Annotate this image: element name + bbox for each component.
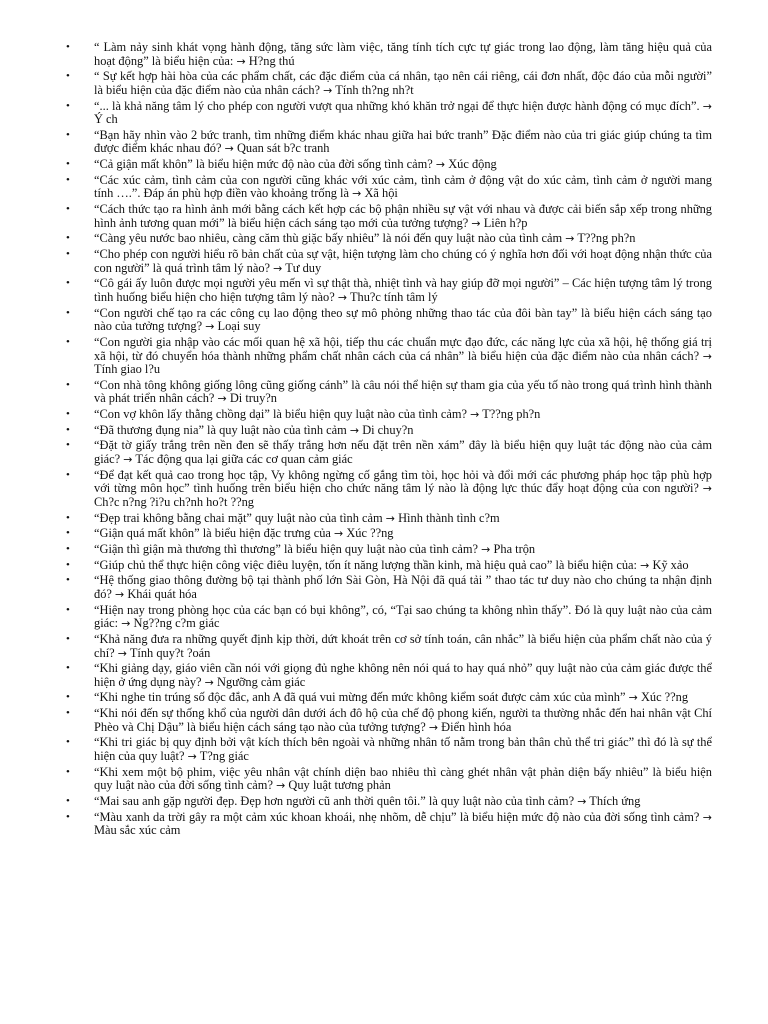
bullet-icon: • (66, 128, 70, 141)
answer-text: Kỹ xảo (652, 557, 689, 572)
answer-text: Thu?c tính tâm lý (349, 289, 438, 304)
arrow-right-icon: → (640, 558, 650, 572)
answer-text: Tính th?ng nh?t (335, 82, 414, 97)
answer-text: Liên h?p (483, 215, 528, 230)
list-item (66, 764, 712, 793)
arrow-right-icon: → (121, 617, 131, 631)
bullet-icon: • (66, 277, 70, 290)
list-item (66, 377, 712, 406)
question-text: “ Làm nảy sinh khát vọng hành động, tăng sức làm việc, tăng tính tích cực tự giác trong lao động, làm tăng hiệu quả của hoạt động” là biểu hiện của: (94, 40, 712, 68)
bullet-icon: • (66, 736, 70, 749)
question-text: “Bạn hãy nhìn vào 2 bức tranh, tìm những điểm khác nhau giữa hai bức tranh” Đặc điểm nào của tri giác giúp chúng ta tìm được điểm khác nhau đó? (94, 127, 712, 156)
question-text: “Hiện nay trong phòng học của các bạn có bụi không”, có, “Tại sao chúng ta không nhìn thấy”. Đó là quy luật nào của cảm giác: (94, 602, 712, 631)
arrow-right-icon: → (276, 779, 286, 793)
answer-text: Ý ch (94, 112, 118, 127)
answer-text: Di chuy?n (362, 422, 414, 437)
list-item (66, 438, 712, 467)
bullet-icon: • (66, 173, 70, 186)
bullet-icon: • (66, 810, 70, 823)
question-text: “Con người gia nhập vào các mối quan hệ xã hội, tiếp thu các chuẩn mực đạo đức, các năng lực của xã hội, hệ thống giá trị xã hội, từ đó chuyển hóa thành những phẩm chất nhân cách của cá nhân” là biểu hiện của đặc điểm nào của nhân cách? (94, 334, 712, 363)
bullet-icon: • (66, 662, 70, 675)
answer-text: Màu sắc xúc cảm (94, 823, 181, 838)
answer-text: Tư duy (285, 260, 322, 275)
list-item (66, 467, 712, 510)
bullet-icon: • (66, 795, 70, 807)
question-text: “Đã thương đụng nia” là quy luật nào của tình cảm (94, 422, 347, 437)
arrow-right-icon: → (323, 83, 333, 97)
question-text: “Để đạt kết quả cao trong học tập, Vy không ngừng cố gắng tìm tòi, học hỏi và đổi mới các phương pháp học tập phù hợp với từng môn học” tình huống trên biểu hiện cho chức năng tâm lý nào là động lực thúc đẩy hoạt động của con người? (94, 467, 712, 496)
list-item (66, 276, 712, 304)
answer-text: Ch?c n?ng ?i?u ch?nh ho?t ??ng (94, 494, 254, 509)
list-item (66, 407, 712, 422)
list-item (66, 231, 712, 246)
answer-text: Điển hình hóa (441, 719, 512, 734)
arrow-right-icon: → (217, 392, 227, 406)
answer-text: H?ng thú (248, 53, 295, 68)
arrow-right-icon: → (352, 187, 362, 201)
question-text: “Cho phép con người hiểu rõ bản chất của sự vật, hiện tượng làm cho chúng có ý nghĩa hơn đối với hoạt động nhận thức của con người” là quá trình tâm lý nào? (94, 247, 712, 275)
list-item (66, 706, 712, 734)
arrow-right-icon: → (337, 290, 348, 304)
answer-text: Tính quy?t ?oán (129, 645, 211, 660)
question-text: “Cả giận mất khôn” là biểu hiện mức độ nào của đời sống tình cảm? (94, 157, 433, 172)
question-text: “ Sự kết hợp hài hòa của các phẩm chất, các đặc điểm của cá nhân, tạo nên cái riêng, cái đơn nhất, độc đáo của mỗi người” là biểu hiện của đặc điểm nào của nhân cách? (94, 69, 712, 97)
question-text: “Mai sau anh gặp người đẹp. Đẹp hơn người cũ anh thời quên tôi.” là quy luật nào của tình cảm? (94, 794, 575, 808)
bullet-icon: • (66, 203, 70, 216)
arrow-right-icon: → (428, 720, 439, 734)
arrow-right-icon: → (628, 691, 638, 705)
list-item (66, 809, 712, 838)
bullet-icon: • (66, 511, 70, 524)
list-item (66, 334, 712, 377)
bullet-icon: • (66, 232, 70, 245)
question-text: “Khả năng đưa ra những quyết định kịp thời, dứt khoát trên cơ sở tính toán, cân nhắc” là biểu hiện của phẩm chất nào của ý chí? (94, 631, 712, 660)
bullet-icon: • (66, 158, 70, 171)
arrow-right-icon: → (205, 320, 215, 334)
question-text: “Màu xanh da trời gây ra một cảm xúc khoan khoái, nhẹ nhõm, dễ chịu” là biểu hiện mức độ nào của đời sống tình cảm? (94, 809, 700, 824)
arrow-right-icon: → (385, 511, 395, 525)
arrow-right-icon: → (471, 216, 481, 230)
question-text: “Các xúc cảm, tình cảm của con người cũng khác với xúc cảm, tình cảm ở động vật do xúc cảm, tình cảm ở người mang tính ….”. Đáp án phù hợp điền vào khoảng trống là (94, 172, 712, 201)
question-text: “Giúp chủ thể thực hiện công việc điêu luyện, tốn ít năng lượng thần kinh, mà hiệu quả cao” là biểu hiện của: (94, 557, 637, 572)
list-item (66, 202, 712, 230)
answer-text: Quan sát b?c tranh (236, 141, 330, 156)
list-item (66, 735, 712, 764)
question-text: “... là khả năng tâm lý cho phép con người vượt qua những khó khăn trở ngại để thực hiện được hành động có mục đích”. (94, 98, 700, 113)
answer-text: Loại suy (217, 319, 261, 334)
answer-text: Ng??ng c?m giác (133, 616, 220, 631)
arrow-right-icon: → (349, 423, 360, 437)
arrow-right-icon: → (435, 158, 446, 172)
arrow-right-icon: → (117, 646, 127, 660)
bullet-icon: • (66, 632, 70, 645)
bullet-icon: • (66, 423, 70, 436)
answer-text: Di truy?n (229, 391, 277, 406)
arrow-right-icon: → (470, 408, 480, 422)
list-item (66, 157, 712, 172)
bullet-icon: • (66, 99, 70, 112)
answer-text: Hình thành tình c?m (398, 510, 500, 525)
answer-text: T??ng ph?n (577, 231, 636, 246)
arrow-right-icon: → (115, 587, 125, 601)
answer-text: Xúc động (448, 157, 497, 172)
list-item (66, 172, 712, 201)
list-item (66, 247, 712, 275)
arrow-right-icon: → (204, 675, 214, 689)
list-item (66, 661, 712, 689)
answer-text: Tác động qua lại giữa các cơ quan cảm giác (135, 452, 353, 467)
answer-text: Xúc ??ng (346, 526, 394, 541)
question-text: “Khi tri giác bị quy định bởi vật kích thích bên ngoài và những nhân tố nằm trong bản thân chủ thể tri giác” thì đó là sự thể hiện của quy luật? (94, 735, 712, 764)
question-text: “Khi xem một bộ phim, việc yêu nhân vật chính diện bao nhiêu thì càng ghét nhân vật phản diện bấy nhiêu” là biểu hiện quy luật nào của đời sống tình cảm? (94, 764, 712, 793)
bullet-icon: • (66, 306, 70, 319)
question-text: “Đẹp trai không bằng chai mặt” quy luật nào của tình cảm (94, 510, 383, 525)
bullet-icon: • (66, 558, 70, 571)
bullet-icon: • (66, 378, 70, 391)
arrow-right-icon: → (334, 527, 344, 541)
bullet-icon: • (66, 408, 70, 421)
list-item (66, 422, 712, 438)
bullet-icon: • (66, 765, 70, 778)
answer-text: T?ng giác (199, 749, 249, 764)
bullet-icon: • (66, 468, 70, 481)
bullet-icon: • (66, 41, 70, 53)
arrow-right-icon: → (273, 261, 283, 275)
arrow-right-icon: → (565, 232, 575, 246)
answer-text: Quy luật tương phản (288, 778, 391, 793)
list-item (66, 127, 712, 156)
arrow-right-icon: → (123, 453, 133, 467)
answer-text: Xúc ??ng (640, 690, 689, 705)
list-item (66, 557, 712, 573)
list-item (66, 690, 712, 705)
arrow-right-icon: → (702, 99, 712, 113)
bullet-icon: • (66, 335, 70, 348)
answer-text: T??ng ph?n (482, 407, 541, 422)
answer-text: Thích ứng (589, 794, 641, 808)
question-text: “Con người chế tạo ra các công cụ lao động theo sự mô phỏng những thao tác của đôi bàn tay” là biểu hiện cách sáng tạo nào của tưởng tượng? (94, 305, 712, 334)
question-text: “Hệ thống giao thông đường bộ tại thành phố lớn Sài Gòn, Hà Nội đã quá tải ” thao tác tư duy nào cho chúng ta nhận định đó? (94, 573, 712, 601)
answer-text: Khái quát hóa (127, 586, 197, 601)
bullet-icon: • (66, 574, 70, 587)
bullet-icon: • (66, 603, 70, 616)
list-item (66, 305, 712, 334)
bullet-icon: • (66, 691, 70, 704)
list-item (66, 510, 712, 526)
list-item (66, 794, 712, 809)
list-item (66, 631, 712, 660)
arrow-right-icon: → (187, 750, 197, 764)
question-text: “Giận quá mất khôn” là biểu hiện đặc trưng của (94, 526, 331, 541)
question-text: “Khi nói đến sự thống khổ của người dân dưới ách đô hộ của chế độ phong kiến, người ta thường nhắc đến hai nhân vật Chí Phèo và Chị Dậu” là biểu hiện cách sáng tạo nào của tưởng tượng? (94, 706, 712, 734)
question-text: “Giận thì giận mà thương thì thương” là biểu hiện quy luật nào của tình cảm? (94, 541, 479, 556)
list-item (66, 526, 712, 541)
list-item (66, 40, 712, 68)
arrow-right-icon: → (236, 54, 246, 68)
question-text: “Con nhà tông không giống lông cũng giống cánh” là câu nói thể hiện sự tham gia của yếu tố nào trong quá trình hình thành và phát triển nhân cách? (94, 377, 712, 406)
bullet-icon: • (66, 542, 70, 555)
bullet-icon: • (66, 70, 70, 83)
list-item (66, 69, 712, 97)
arrow-right-icon: → (702, 810, 712, 824)
list-item (66, 98, 712, 127)
question-text: “Càng yêu nước bao nhiêu, càng căm thù giặc bấy nhiêu” là nói đến quy luật nào của tình cảm (94, 231, 563, 246)
bullet-icon: • (66, 707, 70, 720)
question-text: “Đặt tờ giấy trắng trên nền đen sẽ thấy trắng hơn nếu đặt trên nền xám” đây là biểu hiện quy luật tác động nào của cảm giác? (94, 438, 712, 467)
arrow-right-icon: → (702, 482, 712, 496)
list-item (66, 541, 712, 557)
arrow-right-icon: → (702, 349, 712, 363)
arrow-right-icon: → (481, 542, 491, 556)
question-text: “Khi nghe tin trúng số độc đắc, anh A đã quá vui mừng đến mức không kiểm soát được cảm xúc của mình” (94, 690, 626, 705)
arrow-right-icon: → (224, 142, 234, 156)
answer-text: Ngưỡng cảm giác (217, 674, 306, 689)
question-text: “Cách thức tạo ra hình ảnh mới bằng cách kết hợp các bộ phận nhiều sự vật với nhau và được cải biến sắp xếp trong những hình ảnh tương quan mới” là biểu hiện cách sáng tạo mới của tưởng tượng? (94, 202, 712, 230)
list-item (66, 602, 712, 631)
answer-text: Pha trộn (493, 541, 536, 556)
question-text: “Khi giảng dạy, giáo viên cần nói với giọng đủ nghe không nên nói quá to hay quá nhỏ” quy luật nào của cảm giác được thể hiện ở ứng dụng này? (94, 661, 712, 689)
bullet-icon: • (66, 248, 70, 261)
answer-text: Xã hội (364, 186, 398, 201)
question-text: “Con vợ khôn lấy thằng chồng dại” là biểu hiện quy luật nào của tình cảm? (94, 407, 468, 422)
answer-text: Tính giao l?u (94, 362, 161, 377)
arrow-right-icon: → (577, 795, 587, 808)
question-text: “Cô gái ấy luôn được mọi người yêu mến vì sự thật thà, nhiệt tình và hay giúp đỡ mọi người” – Các hiện tượng tâm lý trong tình huống biểu hiện cho hiện tượng tâm lý nào? (94, 276, 712, 304)
bullet-icon: • (66, 439, 70, 452)
bullet-icon: • (66, 527, 70, 540)
list-item (66, 573, 712, 601)
